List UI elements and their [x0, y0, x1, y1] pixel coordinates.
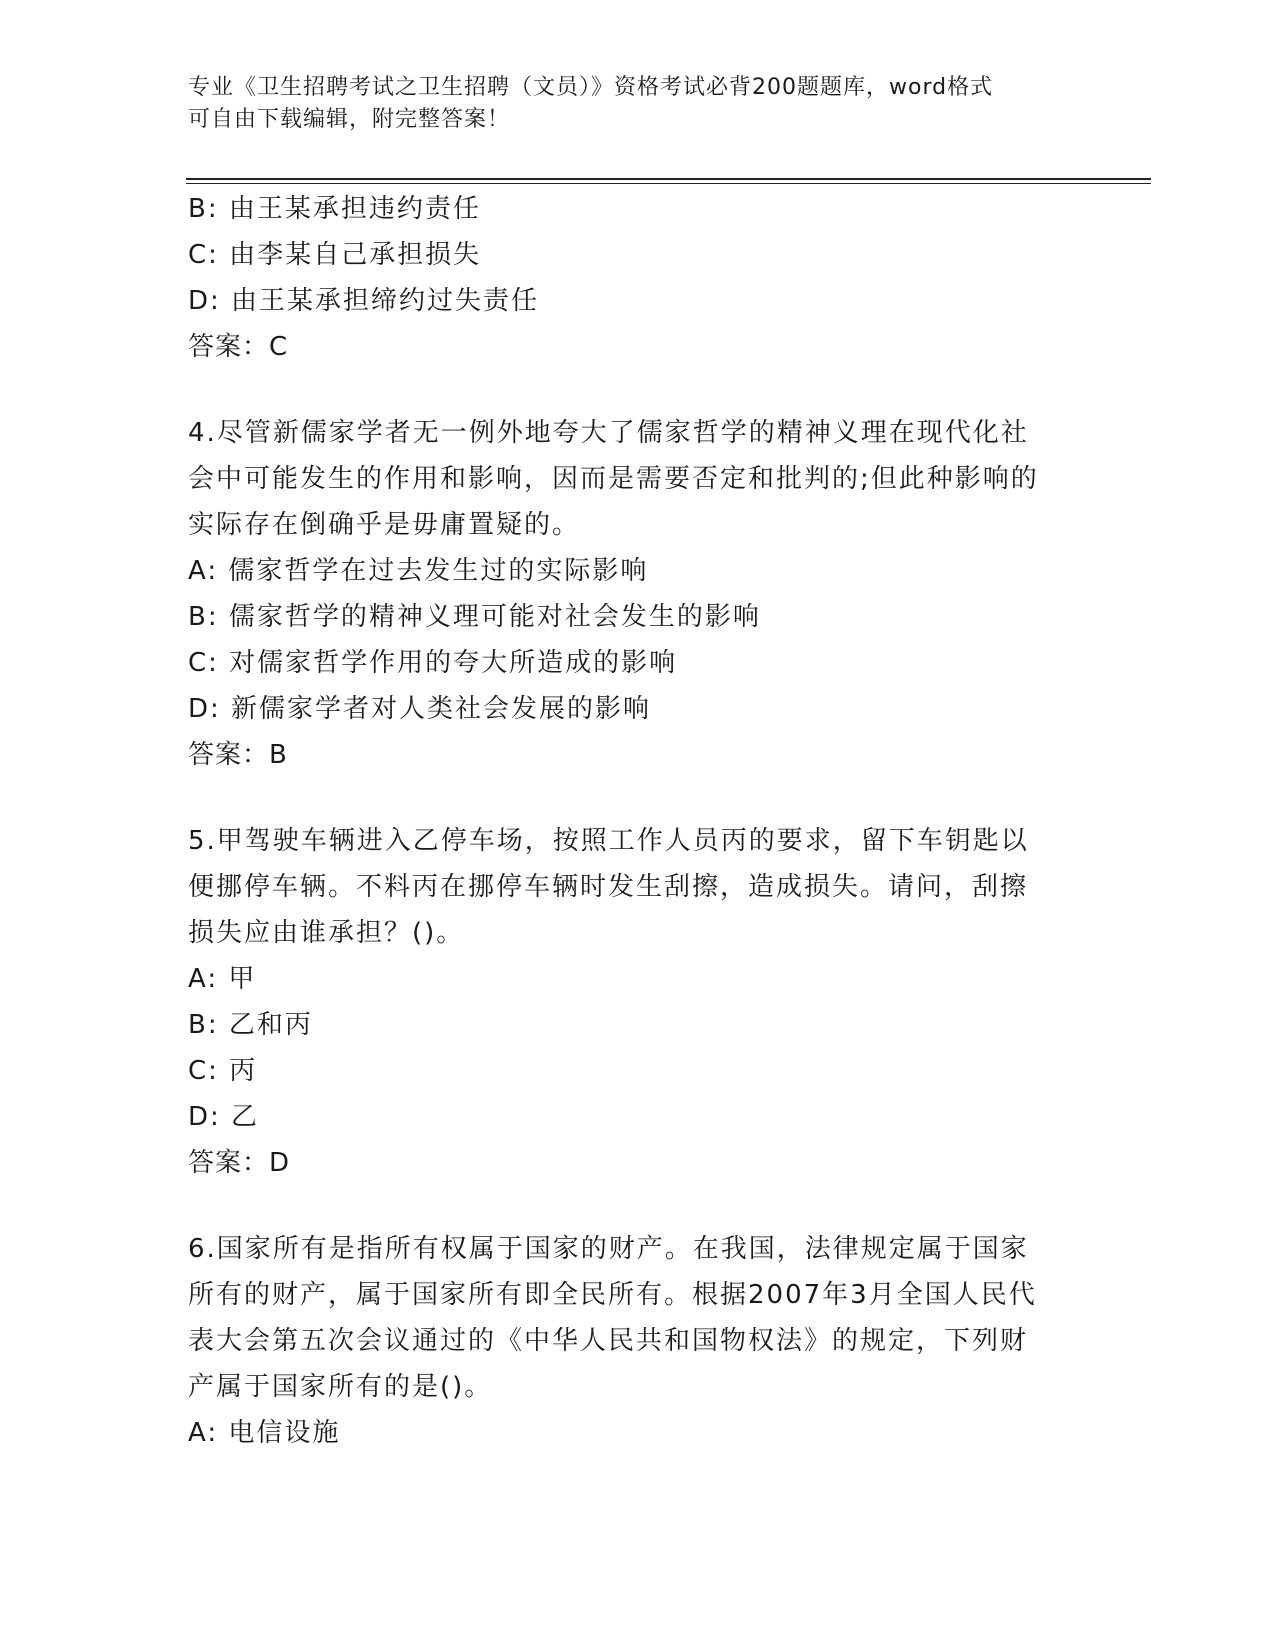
- question-text: 实际存在倒确乎是毋庸置疑的。: [188, 510, 581, 540]
- option-b: B: 儒家哲学的精神义理可能对社会发生的影响: [188, 602, 761, 632]
- answer: 答案：D: [188, 1148, 291, 1178]
- question-text: 4.尽管新儒家学者无一例外地夸大了儒家哲学的精神义理在现代化社: [188, 418, 1029, 448]
- header-line-1: 专业《卫生招聘考试之卫生招聘（文员）》资格考试必背200题题库，word格式: [188, 75, 994, 100]
- document-body: [188, 186, 1088, 1456]
- question-text: 6.国家所有是指所有权属于国家的财产。在我国，法律规定属于国家: [188, 1234, 1029, 1264]
- option-a: A: 儒家哲学在过去发生过的实际影响: [188, 556, 649, 586]
- option-d: D: 乙: [188, 1102, 260, 1132]
- header-rule-thin: [186, 183, 1151, 184]
- option-b: B: 乙和丙: [188, 1010, 313, 1040]
- header-line-2: 可自由下载编辑，附完整答案！: [188, 107, 511, 132]
- option-c: C: 丙: [188, 1056, 258, 1086]
- question-text: 损失应由谁承担？()。: [188, 918, 465, 948]
- question-text: 产属于国家所有的是()。: [188, 1372, 493, 1402]
- option-d: D: 新儒家学者对人类社会发展的影响: [188, 694, 652, 724]
- document-header: [188, 72, 1088, 136]
- question-6-block: [188, 1226, 1088, 1456]
- question-text: 所有的财产，属于国家所有即全民所有。根据2007年3月全国人民代: [188, 1280, 1037, 1310]
- header-rule: [186, 178, 1151, 180]
- option-b: B: 由王某承担违约责任: [188, 194, 481, 224]
- answer: 答案：B: [188, 740, 288, 770]
- option-a: A: 甲: [188, 964, 257, 994]
- option-a: A: 电信设施: [188, 1418, 341, 1448]
- question-text: 表大会第五次会议通过的《中华人民共和国物权法》的规定，下列财: [188, 1326, 1029, 1356]
- question-text: 会中可能发生的作用和影响，因而是需要否定和批判的;但此种影响的: [188, 464, 1039, 494]
- option-d: D: 由王某承担缔约过失责任: [188, 286, 540, 316]
- answer: 答案：C: [188, 332, 289, 362]
- question-5-block: [188, 818, 1088, 1186]
- option-c: C: 对儒家哲学作用的夸大所造成的影响: [188, 648, 678, 678]
- question-3-block: [188, 186, 1088, 370]
- question-text: 5.甲驾驶车辆进入乙停车场，按照工作人员丙的要求，留下车钥匙以: [188, 826, 1029, 856]
- question-text: 便挪停车辆。不料丙在挪停车辆时发生刮擦，造成损失。请问，刮擦: [188, 872, 1029, 902]
- question-4-block: [188, 410, 1088, 778]
- option-c: C: 由李某自己承担损失: [188, 240, 482, 270]
